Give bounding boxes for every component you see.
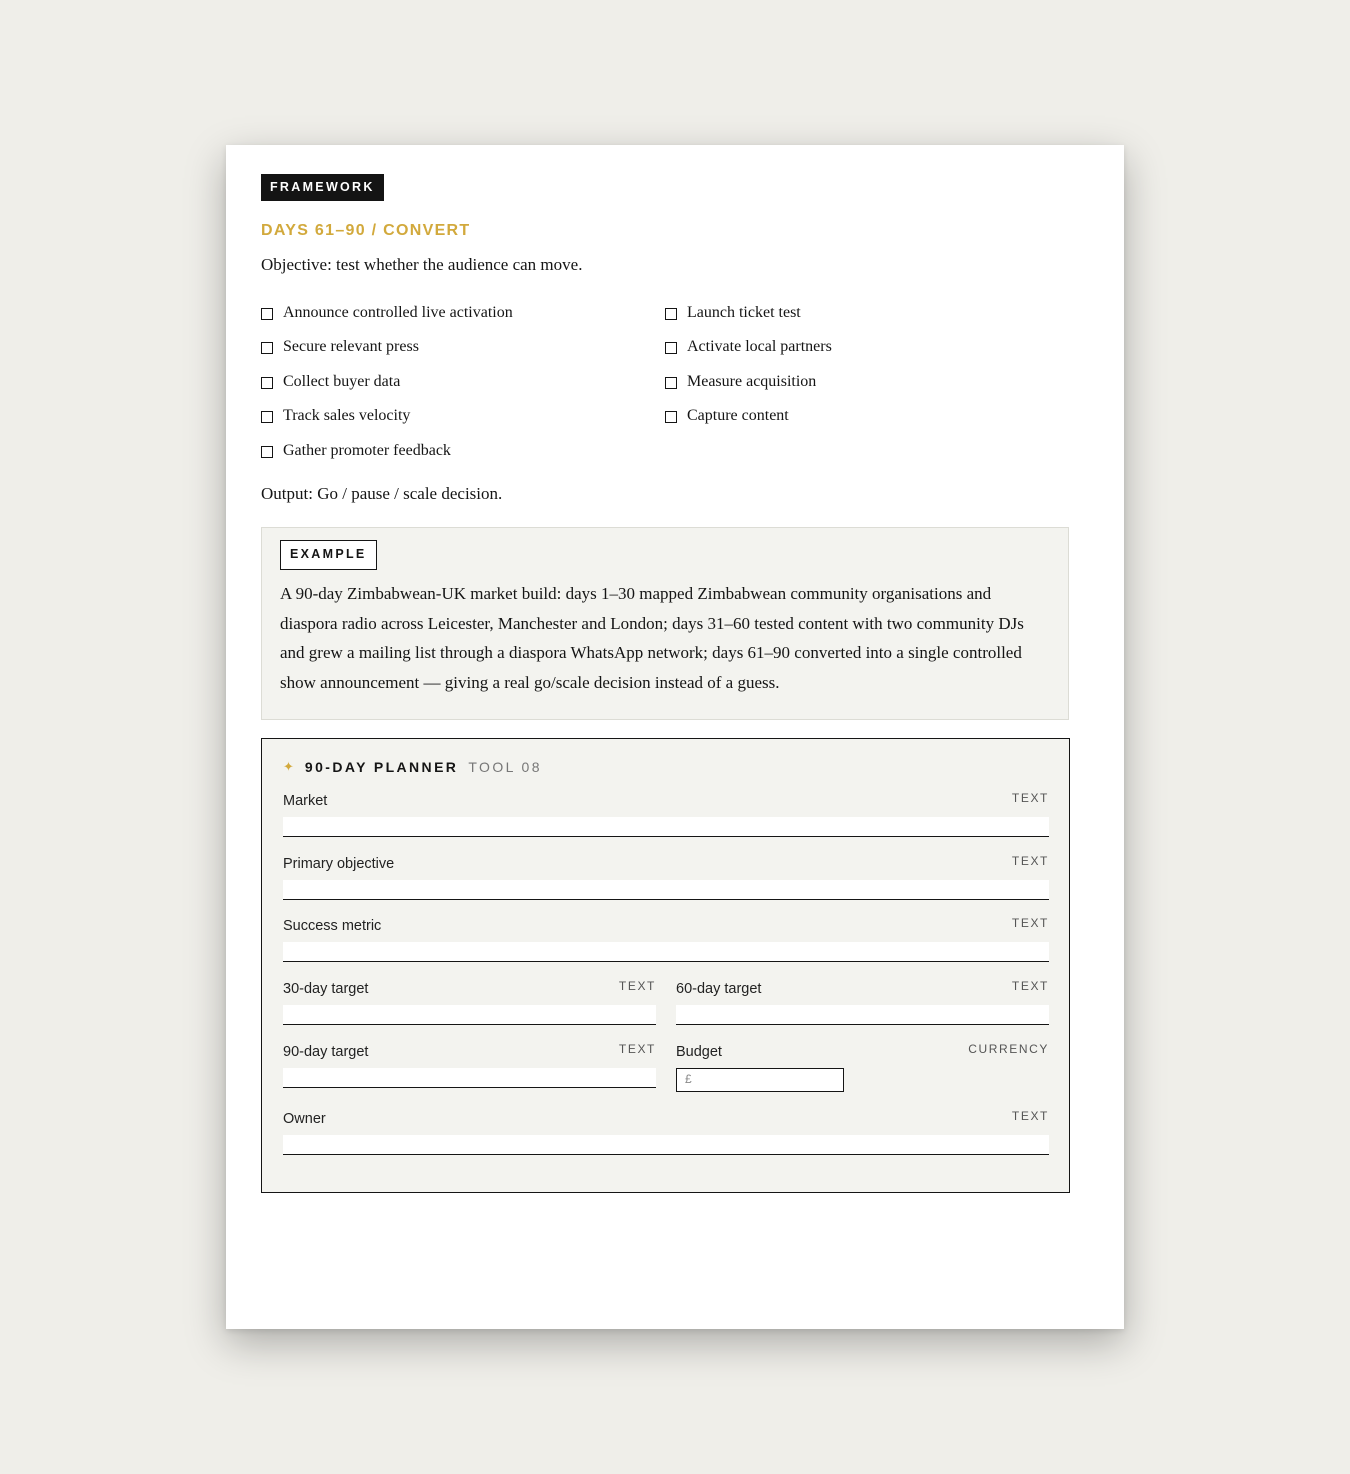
section-heading: DAYS 61–90 / CONVERT <box>261 222 471 239</box>
planner-title: 90-DAY PLANNER <box>304 759 459 775</box>
target-30-input[interactable] <box>283 1005 656 1025</box>
field-label: Owner <box>283 1111 326 1127</box>
output-text: Output: Go / pause / scale decision. <box>261 484 503 503</box>
checkbox-icon[interactable] <box>261 342 273 354</box>
checklist-item[interactable] <box>665 407 832 441</box>
checkbox-icon[interactable] <box>261 446 273 458</box>
primary-objective-input[interactable] <box>283 880 1049 900</box>
checkbox-icon[interactable] <box>665 308 677 320</box>
checklist-item[interactable] <box>261 407 513 441</box>
checklist-item[interactable] <box>261 373 513 407</box>
field-label: Success metric <box>283 918 382 934</box>
checklist-right <box>665 304 832 442</box>
success-metric-input[interactable] <box>283 942 1049 962</box>
star-icon: ✦ <box>283 759 294 774</box>
example-text: A 90-day Zimbabwean-UK market build: days 1–30 mapped Zimbabwean community organisations and diaspora radio across Leicester, Manchester and London; days 31–60 tested content with two community DJs and grew a mailing list through a diaspora WhatsApp network; days 61–90 converted into a single controlled show announcement — giving a real go/scale decision instead of a guess. <box>280 584 1024 692</box>
field-label: 30-day target <box>283 981 369 997</box>
checklist-item[interactable] <box>261 304 513 338</box>
checklist-item-label: Track sales velocity <box>283 407 411 425</box>
budget-input[interactable]: £ <box>676 1068 844 1092</box>
checklist-item[interactable] <box>665 338 832 372</box>
checklist-item[interactable] <box>261 442 513 476</box>
planner-tool <box>261 738 1070 1193</box>
checklist-item-label: Gather promoter feedback <box>283 441 451 459</box>
example-box <box>261 527 1069 720</box>
owner-input[interactable] <box>283 1135 1049 1155</box>
checklist-item[interactable] <box>261 338 513 372</box>
checkbox-icon[interactable] <box>665 377 677 389</box>
checklist-item[interactable] <box>665 373 832 407</box>
field-type: CURRENCY <box>968 1042 1049 1056</box>
field-type: TEXT <box>1011 1109 1049 1123</box>
checklist-item-label: Capture content <box>687 407 789 425</box>
objective-text: Objective: test whether the audience can move. <box>261 255 583 274</box>
field-label: Market <box>283 793 328 809</box>
checklist-item-label: Activate local partners <box>687 338 832 356</box>
checkbox-icon[interactable] <box>261 308 273 320</box>
field-type: TEXT <box>1011 916 1049 930</box>
checklist-item-label: Secure relevant press <box>283 338 419 356</box>
checklist-item-label: Collect buyer data <box>283 372 401 390</box>
checkbox-icon[interactable] <box>261 377 273 389</box>
field-type: TEXT <box>1011 791 1049 805</box>
field-type: TEXT <box>618 1042 656 1056</box>
field-label: 60-day target <box>676 981 762 997</box>
checkbox-icon[interactable] <box>665 342 677 354</box>
checklist-item-label: Announce controlled live activation <box>283 304 513 321</box>
checklist-item-label: Launch ticket test <box>687 304 801 321</box>
field-type: TEXT <box>1011 979 1049 993</box>
market-input[interactable] <box>283 817 1049 837</box>
field-type: TEXT <box>618 979 656 993</box>
example-tag: EXAMPLE <box>280 540 377 570</box>
field-label: Budget <box>676 1044 722 1060</box>
framework-tag: FRAMEWORK <box>261 174 384 201</box>
checkbox-icon[interactable] <box>261 411 273 423</box>
checklist-item-label: Measure acquisition <box>687 372 817 390</box>
planner-header <box>283 759 542 775</box>
checklist-item[interactable] <box>665 304 832 338</box>
document-page <box>226 145 1124 1329</box>
target-60-input[interactable] <box>676 1005 1049 1025</box>
checkbox-icon[interactable] <box>665 411 677 423</box>
checklist-left <box>261 304 513 476</box>
field-label: Primary objective <box>283 856 395 872</box>
field-label: 90-day target <box>283 1044 369 1060</box>
target-90-input[interactable] <box>283 1068 656 1088</box>
planner-tool-number: TOOL 08 <box>468 759 542 775</box>
field-type: TEXT <box>1011 854 1049 868</box>
